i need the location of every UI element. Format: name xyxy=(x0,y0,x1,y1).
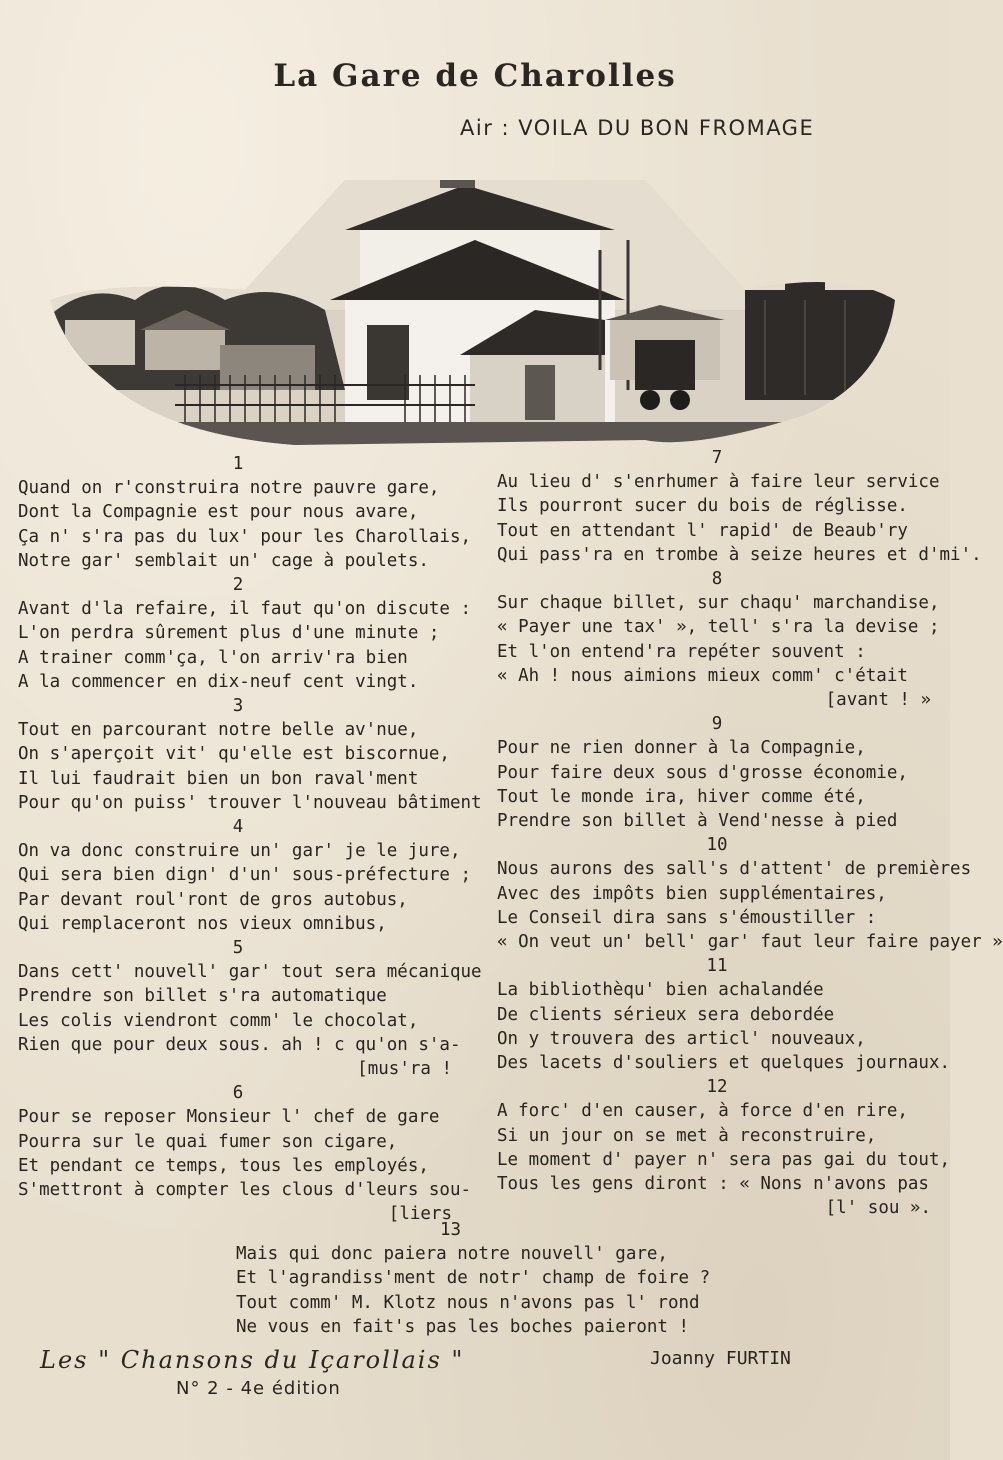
stanza-line: S'mettront à compter les clous d'leurs sou- xyxy=(18,1180,472,1201)
stanza-line: Quand on r'construira notre pauvre gare, xyxy=(18,478,440,499)
edition-number: N° 2 - 4e édition xyxy=(176,1378,341,1399)
song-title: La Gare de Charolles xyxy=(273,58,677,94)
left-column xyxy=(18,452,482,1227)
stanza xyxy=(18,694,482,815)
stanza-line-continuation: [avant ! » xyxy=(825,690,931,711)
stanza-line-continuation: [mus'ra ! xyxy=(357,1059,452,1080)
stanza-number: 7 xyxy=(711,448,723,468)
stanza-number: 10 xyxy=(706,835,728,856)
stanza-line: Nous aurons des sall's d'attent' de premières xyxy=(497,859,972,880)
stanza-number: 1 xyxy=(232,454,244,474)
author-name: Joanny FURTIN xyxy=(650,1348,791,1369)
stanza-line: Pour faire deux sous d'grosse économie, xyxy=(497,762,908,783)
stanza xyxy=(18,573,472,694)
stanza-line: Tout comm' M. Klotz nous n'avons pas l' rond xyxy=(236,1292,700,1313)
stanza-line: Et l'on entend'ra repéter souvent : xyxy=(497,641,866,662)
stanza-line: Ça n' s'ra pas du lux' pour les Charollais, xyxy=(18,526,472,547)
stanza-number: 4 xyxy=(232,817,244,838)
stanza-line: « Payer une tax' », tell' s'ra la devise ; xyxy=(497,617,940,638)
stanza-line: Des lacets d'souliers et quelques journaux. xyxy=(497,1053,951,1074)
stanza-line: Tout le monde ira, hiver comme été, xyxy=(497,786,866,807)
stanza-line: Pour se reposer Monsieur l' chef de gare xyxy=(18,1107,440,1128)
tune-label: Air : VOILA DU BON FROMAGE xyxy=(460,116,815,140)
stanza-line: Avant d'la refaire, il faut qu'on discute : xyxy=(18,599,472,620)
stanza-line: Qui pass'ra en trombe à seize heures et d'mi'. xyxy=(497,544,982,565)
stanza-line: De clients sérieux sera debordée xyxy=(497,1004,835,1025)
stanza-line: Notre gar' semblait un' cage à poulets. xyxy=(18,550,429,571)
stanza xyxy=(497,1075,951,1220)
stanza xyxy=(18,452,472,573)
stanza-line: Dont la Compagnie est pour nous avare, xyxy=(18,502,419,523)
stanza-line: Par devant roul'ront de gros autobus, xyxy=(18,889,408,910)
stanza-line: Sur chaque billet, sur chaqu' marchandise, xyxy=(497,593,940,614)
stanza-line: Si un jour on se met à reconstruire, xyxy=(497,1125,877,1146)
stanza-line: Prendre son billet s'ra automatique xyxy=(18,986,387,1007)
stanza-line: Qui sera bien dign' d'un' sous-préfecture ; xyxy=(18,865,472,886)
stanza-line: Il lui faudrait bien un bon raval'ment xyxy=(18,768,419,789)
stanza-number: 13 xyxy=(440,1220,462,1240)
stanza xyxy=(18,936,482,1081)
stanza xyxy=(497,446,982,567)
stanza-line: Tous les gens diront : « Nons n'avons pas xyxy=(497,1174,929,1195)
stanza-line: La bibliothèqu' bien achalandée xyxy=(497,980,824,1001)
stanza-line: Le Conseil dira sans s'émoustiller : xyxy=(497,907,877,928)
stanza-number: 9 xyxy=(711,714,723,735)
stanza xyxy=(497,954,951,1075)
stanza-line: Pour ne rien donner à la Compagnie, xyxy=(497,738,866,759)
stanza-number: 8 xyxy=(711,569,723,590)
stanza xyxy=(497,833,1003,954)
final-stanza xyxy=(236,1218,711,1339)
stanza-line: « Ah ! nous aimions mieux comm' c'était xyxy=(497,665,908,686)
series-title: Les " Chansons du Içarollais " xyxy=(40,1346,465,1374)
stanza-line-continuation: [liers xyxy=(388,1204,452,1225)
stanza xyxy=(18,815,472,936)
stanza-line: On y trouvera des articl' nouveaux, xyxy=(497,1028,866,1049)
stanza-line: Ils pourront sucer du bois de réglisse. xyxy=(497,496,908,517)
stanza-line: Tout en attendant l' rapid' de Beaub'ry xyxy=(497,520,908,541)
stanza xyxy=(497,567,940,712)
stanza-number: 6 xyxy=(232,1083,244,1104)
stanza-line: Qui remplaceront nos vieux omnibus, xyxy=(18,913,387,934)
stanza-number: 5 xyxy=(232,938,244,959)
stanza-line: Au lieu d' s'enrhumer à faire leur service xyxy=(497,472,940,493)
stanza xyxy=(18,1081,472,1226)
stanza-line: Pourra sur le quai fumer son cigare, xyxy=(18,1131,398,1152)
stanza-line: Les colis viendront comm' le chocolat, xyxy=(18,1010,419,1031)
stanza-line: Et l'agrandiss'ment de notr' champ de foire ? xyxy=(236,1268,711,1289)
stanza-line: On s'aperçoit vit' qu'elle est biscornue, xyxy=(18,744,450,765)
stanza-line: Ne vous en fait's pas les boches paieront ! xyxy=(236,1316,690,1337)
stanza-line-continuation: [l' sou ». xyxy=(825,1198,931,1219)
stanza-number: 2 xyxy=(232,575,244,596)
stanza-line: L'on perdra sûrement plus d'une minute ; xyxy=(18,623,440,644)
stanza-line: Tout en parcourant notre belle av'nue, xyxy=(18,720,419,741)
stanza-line: Rien que pour deux sous. ah ! c qu'on s'a- xyxy=(18,1034,461,1055)
right-column xyxy=(497,446,1003,1221)
stanza-line: Dans cett' nouvell' gar' tout sera mécanique xyxy=(18,962,482,983)
stanza-line: « On veut un' bell' gar' faut leur faire payer » xyxy=(497,932,1003,953)
stanza-line: A forc' d'en causer, à force d'en rire, xyxy=(497,1101,908,1122)
stanza-line: A la commencer en dix-neuf cent vingt. xyxy=(18,671,419,692)
stanza-line: Et pendant ce temps, tous les employés, xyxy=(18,1155,429,1176)
stanza xyxy=(497,712,937,833)
stanza-line: Pour qu'on puiss' trouver l'nouveau bâtiment xyxy=(18,792,482,813)
train-station-photo-icon xyxy=(45,160,900,450)
stanza-line: Avec des impôts bien supplémentaires, xyxy=(497,883,887,904)
stanza-number: 11 xyxy=(706,956,728,977)
stanza-line: Mais qui donc paiera notre nouvell' gare, xyxy=(236,1244,668,1265)
stanza-number: 12 xyxy=(706,1077,728,1098)
stanza-number: 3 xyxy=(232,696,244,717)
stanza-line: Le moment d' payer n' sera pas gai du tout, xyxy=(497,1149,951,1170)
stanza-line: Prendre son billet à Vend'nesse à pied xyxy=(497,811,898,832)
stanza-line: On va donc construire un' gar' je le jure, xyxy=(18,841,461,862)
stanza-line: A trainer comm'ça, l'on arriv'ra bien xyxy=(18,647,408,668)
